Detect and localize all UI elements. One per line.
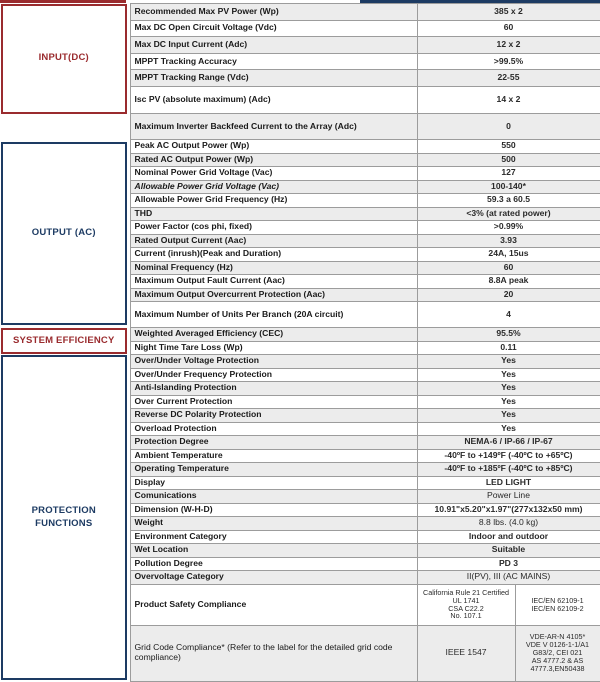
value-cell: 60 bbox=[417, 20, 600, 37]
value-cell: II(PV), III (AC MAINS) bbox=[417, 571, 600, 585]
param-cell: Power Factor (cos phi, fixed) bbox=[130, 221, 417, 235]
value-cell: 550 bbox=[417, 140, 600, 154]
param-cell: MPPT Tracking Range (Vdc) bbox=[130, 70, 417, 87]
value-cell: 24A, 15us bbox=[417, 248, 600, 262]
param-cell: Peak AC Output Power (Wp) bbox=[130, 140, 417, 154]
value-cell: -40ºF to +185ºF (-40ºC to +85ºC) bbox=[417, 463, 600, 477]
param-cell: Nominal Power Grid Voltage (Vac) bbox=[130, 167, 417, 181]
param-cell: Allowable Power Grid Frequency (Hz) bbox=[130, 194, 417, 208]
param-cell: Anti-Islanding Protection bbox=[130, 382, 417, 396]
param-cell: Rated Output Current (Aac) bbox=[130, 234, 417, 248]
value-cell: 0 bbox=[417, 114, 600, 140]
param-cell: Overload Protection bbox=[130, 422, 417, 436]
param-cell: Comunications bbox=[130, 490, 417, 504]
section-input-title: INPUT(DC) bbox=[1, 4, 127, 114]
param-cell: Weighted Averaged Efficiency (CEC) bbox=[130, 328, 417, 342]
value-cell: 8.8A peak bbox=[417, 275, 600, 289]
param-cell: Over/Under Frequency Protection bbox=[130, 368, 417, 382]
param-cell: Allowable Power Grid Voltage (Vac) bbox=[130, 180, 417, 194]
param-cell: Isc PV (absolute maximum) (Adc) bbox=[130, 86, 417, 113]
param-cell: Over/Under Voltage Protection bbox=[130, 355, 417, 369]
value-cell: <3% (at rated power) bbox=[417, 207, 600, 221]
value-cell: Yes bbox=[417, 382, 600, 396]
value-cell: Yes bbox=[417, 409, 600, 423]
section-output-cell bbox=[0, 140, 130, 328]
section-efficiency-title: SYSTEM EFFICIENCY bbox=[1, 328, 127, 354]
value-cell: Yes bbox=[417, 395, 600, 409]
param-cell: Weight bbox=[130, 517, 417, 531]
spec-row bbox=[0, 4, 600, 21]
value-cell: 100-140* bbox=[417, 180, 600, 194]
spec-row bbox=[0, 140, 600, 154]
value-cell: 4 bbox=[417, 302, 600, 328]
param-cell: Grid Code Compliance* (Refer to the label for the detailed grid code compliance) bbox=[130, 625, 417, 681]
value-cell: Suitable bbox=[417, 544, 600, 558]
value-cell: 385 x 2 bbox=[417, 4, 600, 21]
value-cell: 0.11 bbox=[417, 341, 600, 355]
value-cell: 500 bbox=[417, 153, 600, 167]
value-cell-right: VDE-AR-N 4105* VDE V 0126-1-1/A1 G83/2, CEI 021 AS 4777.2 & AS 4777.3,EN50438 bbox=[515, 625, 600, 681]
spec-row bbox=[0, 355, 600, 369]
param-cell: Maximum Output Fault Current (Aac) bbox=[130, 275, 417, 289]
section-protection-cell bbox=[0, 355, 130, 682]
section-input-cell bbox=[0, 4, 130, 114]
param-cell: Current (inrush)(Peak and Duration) bbox=[130, 248, 417, 262]
value-cell: Power Line bbox=[417, 490, 600, 504]
value-cell: 127 bbox=[417, 167, 600, 181]
value-cell-left: California Rule 21 Certified UL 1741 CSA C22.2 No. 107.1 bbox=[417, 584, 515, 625]
value-cell: 22-55 bbox=[417, 70, 600, 87]
param-cell: Maximum Number of Units Per Branch (20A circuit) bbox=[130, 302, 417, 328]
param-cell: Nominal Frequency (Hz) bbox=[130, 261, 417, 275]
spec-row bbox=[0, 328, 600, 342]
param-cell: Reverse DC Polarity Protection bbox=[130, 409, 417, 423]
section-efficiency-cell bbox=[0, 328, 130, 355]
value-cell: Yes bbox=[417, 368, 600, 382]
spec-table bbox=[0, 3, 600, 682]
value-cell: 8.8 lbs. (4.0 kg) bbox=[417, 517, 600, 531]
value-cell: 14 x 2 bbox=[417, 86, 600, 113]
value-cell: Yes bbox=[417, 355, 600, 369]
value-cell-left: IEEE 1547 bbox=[417, 625, 515, 681]
value-cell: >99.5% bbox=[417, 53, 600, 70]
param-cell: Operating Temperature bbox=[130, 463, 417, 477]
value-cell: PD 3 bbox=[417, 557, 600, 571]
param-cell: Product Safety Compliance bbox=[130, 584, 417, 625]
param-cell: Maximum Output Overcurrent Protection (Aac) bbox=[130, 288, 417, 302]
value-cell: 60 bbox=[417, 261, 600, 275]
param-cell: Over Current Protection bbox=[130, 395, 417, 409]
section-output-title: OUTPUT (AC) bbox=[1, 142, 127, 325]
param-cell: Overvoltage Category bbox=[130, 571, 417, 585]
param-cell: Display bbox=[130, 476, 417, 490]
value-cell: 12 x 2 bbox=[417, 37, 600, 54]
value-cell-right: IEC/EN 62109-1 IEC/EN 62109-2 bbox=[515, 584, 600, 625]
section-protection-title: PROTECTION FUNCTIONS bbox=[1, 355, 127, 680]
value-cell: NEMA-6 / IP-66 / IP-67 bbox=[417, 436, 600, 450]
value-cell: Indoor and outdoor bbox=[417, 530, 600, 544]
value-cell: 10.91"x5.20"x1.97"(277x132x50 mm) bbox=[417, 503, 600, 517]
section-gap-cell bbox=[0, 114, 130, 140]
param-cell: Ambient Temperature bbox=[130, 449, 417, 463]
param-cell: Wet Location bbox=[130, 544, 417, 558]
value-cell: 20 bbox=[417, 288, 600, 302]
value-cell: LED LIGHT bbox=[417, 476, 600, 490]
value-cell: Yes bbox=[417, 422, 600, 436]
param-cell: Night Time Tare Loss (Wp) bbox=[130, 341, 417, 355]
value-cell: 3.93 bbox=[417, 234, 600, 248]
param-cell: MPPT Tracking Accuracy bbox=[130, 53, 417, 70]
param-cell: Max DC Input Current (Adc) bbox=[130, 37, 417, 54]
param-cell: Max DC Open Circuit Voltage (Vdc) bbox=[130, 20, 417, 37]
value-cell: >0.99% bbox=[417, 221, 600, 235]
param-cell: Rated AC Output Power (Wp) bbox=[130, 153, 417, 167]
spec-row bbox=[0, 114, 600, 140]
value-cell: -40ºF to +149ºF (-40ºC to +65ºC) bbox=[417, 449, 600, 463]
value-cell: 59.3 a 60.5 bbox=[417, 194, 600, 208]
param-cell: Environment Category bbox=[130, 530, 417, 544]
param-cell: Recommended Max PV Power (Wp) bbox=[130, 4, 417, 21]
param-cell: Dimension (W-H-D) bbox=[130, 503, 417, 517]
param-cell: Pollution Degree bbox=[130, 557, 417, 571]
value-cell: 95.5% bbox=[417, 328, 600, 342]
param-cell: THD bbox=[130, 207, 417, 221]
param-cell: Protection Degree bbox=[130, 436, 417, 450]
param-cell: Maximum Inverter Backfeed Current to the Array (Adc) bbox=[130, 114, 417, 140]
